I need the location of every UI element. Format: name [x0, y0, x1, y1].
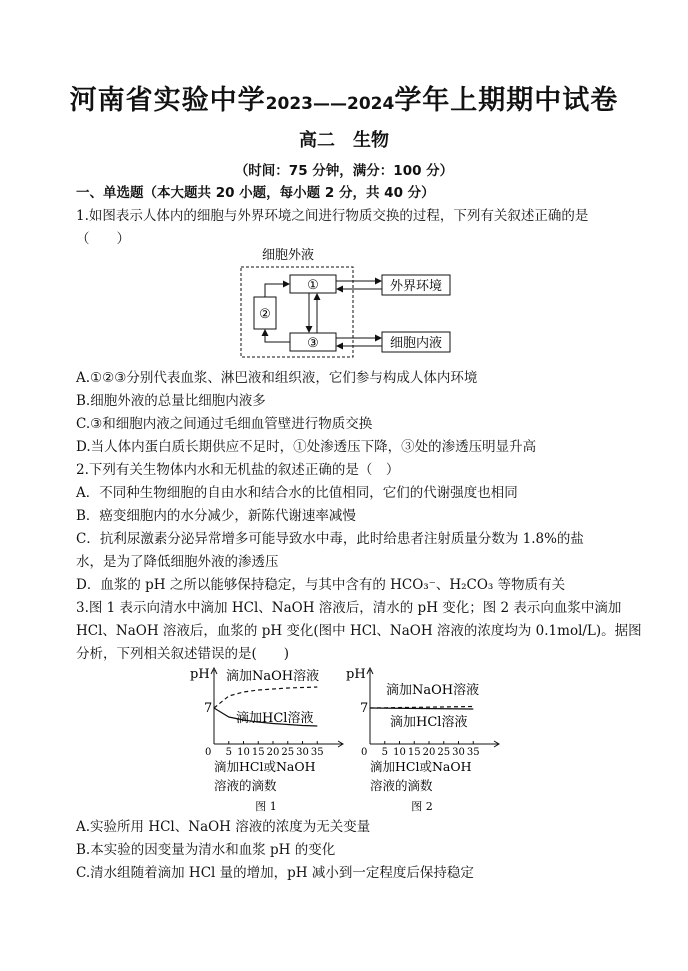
q1-stem: 1.如图表示人体内的细胞与外界环境之间进行物质交换的过程，下列有关叙述正确的是	[76, 208, 589, 224]
q2-option-b: B．癌变细胞内的水分减少，新陈代谢速率减慢	[76, 508, 356, 524]
q3-stem-2: HCl、NaOH 溶液后，血浆的 pH 变化(图中 HCl、NaOH 溶液的浓度均为 0.1mol/L)。据图	[76, 623, 642, 639]
exam-meta: （时间：75 分钟，满分：100 分）	[234, 163, 454, 179]
section-heading: 一、单选题（本大题共 20 小题，每小题 2 分，共 40 分）	[76, 185, 435, 201]
series-label-0: 滴加NaOH溶液	[226, 669, 320, 684]
x-axis-label-2: 溶液的滴数	[214, 778, 277, 793]
y-tick-label: 7	[204, 701, 213, 716]
series-line-0	[214, 687, 317, 708]
q1-option-c: C.③和细胞内液之间通过毛细血管壁进行物质交换	[76, 416, 373, 432]
exam-title: 河南省实验中学2023——2024学年上期期中试卷	[69, 85, 619, 116]
q3-option-b: B.本实验的因变量为清水和血浆 pH 的变化	[76, 842, 336, 858]
x-tick-label: 35	[310, 747, 324, 758]
q1-option-b: B.细胞外液的总量比细胞内液多	[76, 393, 266, 409]
diagram-node-2-label: ②	[259, 307, 271, 322]
x-tick-label: 30	[452, 747, 465, 758]
x-axis-label-1: 滴加HCl或NaOH	[214, 759, 316, 774]
x-tick-label: 5	[225, 747, 232, 758]
q1-option-d: D.当人体内蛋白质长期供应不足时，①处渗透压下降，③处的渗透压明显升高	[76, 439, 537, 455]
q2-option-c: C．抗利尿激素分泌异常增多可能导致水中毒，此时给患者注射质量分数为 1.8%的盐	[76, 531, 584, 547]
q2-option-d: D．血浆的 pH 之所以能够保持稳定，与其中含有的 HCO₃⁻、H₂CO₃ 等物质有关	[76, 577, 566, 593]
x-tick-label: 20	[266, 747, 280, 758]
q3-stem-1: 3.图 1 表示向清水中滴加 HCl、NaOH 溶液后，清水的 pH 变化；图 2 表示向血浆中滴加	[76, 600, 622, 616]
x-tick-label: 10	[393, 747, 406, 758]
series-label-0: 滴加NaOH溶液	[386, 683, 480, 698]
arrow-3-to-2	[265, 330, 290, 342]
diagram-node-3-label: ③	[307, 336, 319, 351]
x-tick-label: 0	[205, 747, 212, 758]
series-line-1	[370, 708, 473, 709]
x-tick-label: 5	[381, 747, 388, 758]
x-tick-label: 15	[407, 747, 421, 758]
chart-fig1	[186, 664, 346, 814]
arrow-2-to-1	[265, 284, 289, 297]
y-axis-label: pH	[346, 667, 366, 682]
q2-option-a: A．不同种生物细胞的自由水和结合水的比值相同，它们的代谢强度也相同	[76, 485, 518, 501]
x-tick-label: 25	[281, 747, 295, 758]
figure-caption: 图 2	[411, 800, 433, 813]
diagram-env-label: 外界环境	[389, 279, 443, 294]
x-tick-label: 35	[466, 747, 480, 758]
x-tick-label: 30	[296, 747, 309, 758]
series-label-1: 滴加HCl溶液	[390, 715, 468, 730]
q1-stem-bracket: （ ）	[76, 231, 130, 247]
x-axis-label-2: 溶液的滴数	[370, 778, 433, 793]
x-tick-label: 15	[251, 747, 265, 758]
chart-fig2	[342, 664, 502, 814]
x-tick-label: 10	[237, 747, 250, 758]
q2-option-c-cont: 水，是为了降低细胞外液的渗透压	[76, 554, 279, 570]
y-tick-label: 7	[360, 701, 369, 716]
series-label-1: 滴加HCl溶液	[236, 711, 314, 726]
y-axis-label: pH	[190, 667, 210, 682]
x-tick-label: 20	[422, 747, 436, 758]
x-tick-label: 25	[437, 747, 451, 758]
q2-stem: 2.下列有关生物体内水和无机盐的叙述正确的是（ ）	[76, 462, 400, 478]
q3-stem-3: 分析，下列相关叙述错误的是( )	[76, 646, 290, 662]
q1-option-a: A.①②③分别代表血浆、淋巴液和组织液，它们参与构成人体内环境	[76, 370, 478, 386]
diagram-outer-label: 细胞外液	[262, 248, 315, 263]
q3-option-a: A.实验所用 HCl、NaOH 溶液的浓度为无关变量	[76, 819, 371, 835]
x-tick-label: 0	[361, 747, 368, 758]
diagram-intra-label: 细胞内液	[389, 336, 443, 351]
diagram-node-1-label: ①	[307, 278, 319, 293]
q3-option-c: C.清水组随着滴加 HCl 量的增加，pH 减小到一定程度后保持稳定	[76, 865, 474, 881]
q1-diagram	[236, 245, 456, 361]
figure-caption: 图 1	[255, 800, 277, 813]
exam-subtitle: 高二 生物	[299, 130, 389, 151]
x-axis-label-1: 滴加HCl或NaOH	[370, 759, 472, 774]
